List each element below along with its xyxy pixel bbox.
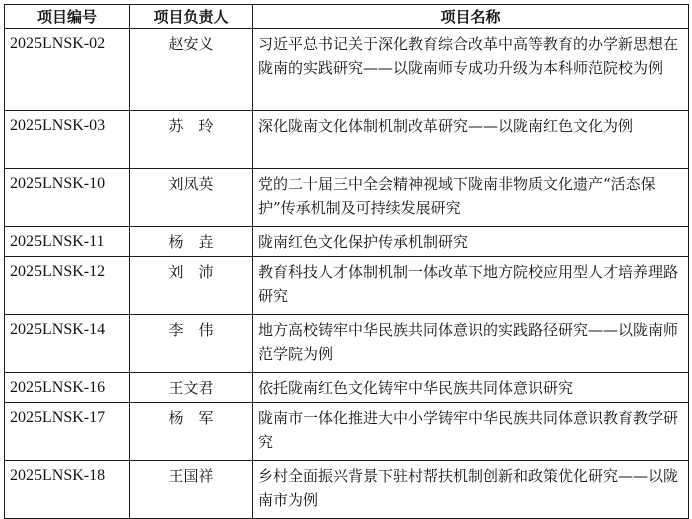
project-name-cell: 依托陇南红色文化铸牢中华民族共同体意识研究 (253, 373, 689, 403)
table-row (5, 29, 689, 111)
header-project-name: 项目名称 (253, 5, 689, 29)
table-row (5, 315, 689, 373)
header-project-leader: 项目负责人 (130, 5, 253, 29)
project-code-cell: 2025LNSK-02 (5, 29, 130, 111)
project-name-cell: 陇南市一体化推进大中小学铸牢中华民族共同体意识教育教学研究 (253, 403, 689, 461)
project-leader-cell: 杨 军 (130, 403, 253, 461)
project-leader-cell: 苏 玲 (130, 111, 253, 169)
project-code-cell: 2025LNSK-11 (5, 227, 130, 257)
project-leader-cell: 赵安义 (130, 29, 253, 111)
table-row (5, 403, 689, 461)
project-name-cell: 陇南红色文化保护传承机制研究 (253, 227, 689, 257)
project-code-cell: 2025LNSK-18 (5, 461, 130, 519)
project-leader-cell: 李 伟 (130, 315, 253, 373)
project-code-cell: 2025LNSK-10 (5, 169, 130, 227)
header-project-code: 项目编号 (5, 5, 130, 29)
project-code-cell: 2025LNSK-03 (5, 111, 130, 169)
project-table-container (4, 4, 688, 519)
project-table (4, 4, 689, 519)
project-leader-cell: 刘 沛 (130, 257, 253, 315)
project-name-cell: 习近平总书记关于深化教育综合改革中高等教育的办学新思想在陇南的实践研究——以陇南师专成功升级为本科师范院校为例 (253, 29, 689, 111)
table-row (5, 169, 689, 227)
project-code-cell: 2025LNSK-16 (5, 373, 130, 403)
project-leader-cell: 杨 垚 (130, 227, 253, 257)
table-row (5, 257, 689, 315)
project-leader-cell: 刘凤英 (130, 169, 253, 227)
project-code-cell: 2025LNSK-17 (5, 403, 130, 461)
project-name-cell: 党的二十届三中全会精神视域下陇南非物质文化遗产“活态保护”传承机制及可持续发展研究 (253, 169, 689, 227)
table-row (5, 373, 689, 403)
project-code-cell: 2025LNSK-12 (5, 257, 130, 315)
project-leader-cell: 王文君 (130, 373, 253, 403)
table-row (5, 111, 689, 169)
table-row (5, 227, 689, 257)
project-name-cell: 深化陇南文化体制机制改革研究——以陇南红色文化为例 (253, 111, 689, 169)
project-leader-cell: 王国祥 (130, 461, 253, 519)
project-code-cell: 2025LNSK-14 (5, 315, 130, 373)
project-name-cell: 教育科技人才体制机制一体改革下地方院校应用型人才培养理路研究 (253, 257, 689, 315)
table-header-row (5, 5, 689, 29)
project-name-cell: 乡村全面振兴背景下驻村帮扶机制创新和政策优化研究——以陇南市为例 (253, 461, 689, 519)
table-row (5, 461, 689, 519)
project-name-cell: 地方高校铸牢中华民族共同体意识的实践路径研究——以陇南师范学院为例 (253, 315, 689, 373)
